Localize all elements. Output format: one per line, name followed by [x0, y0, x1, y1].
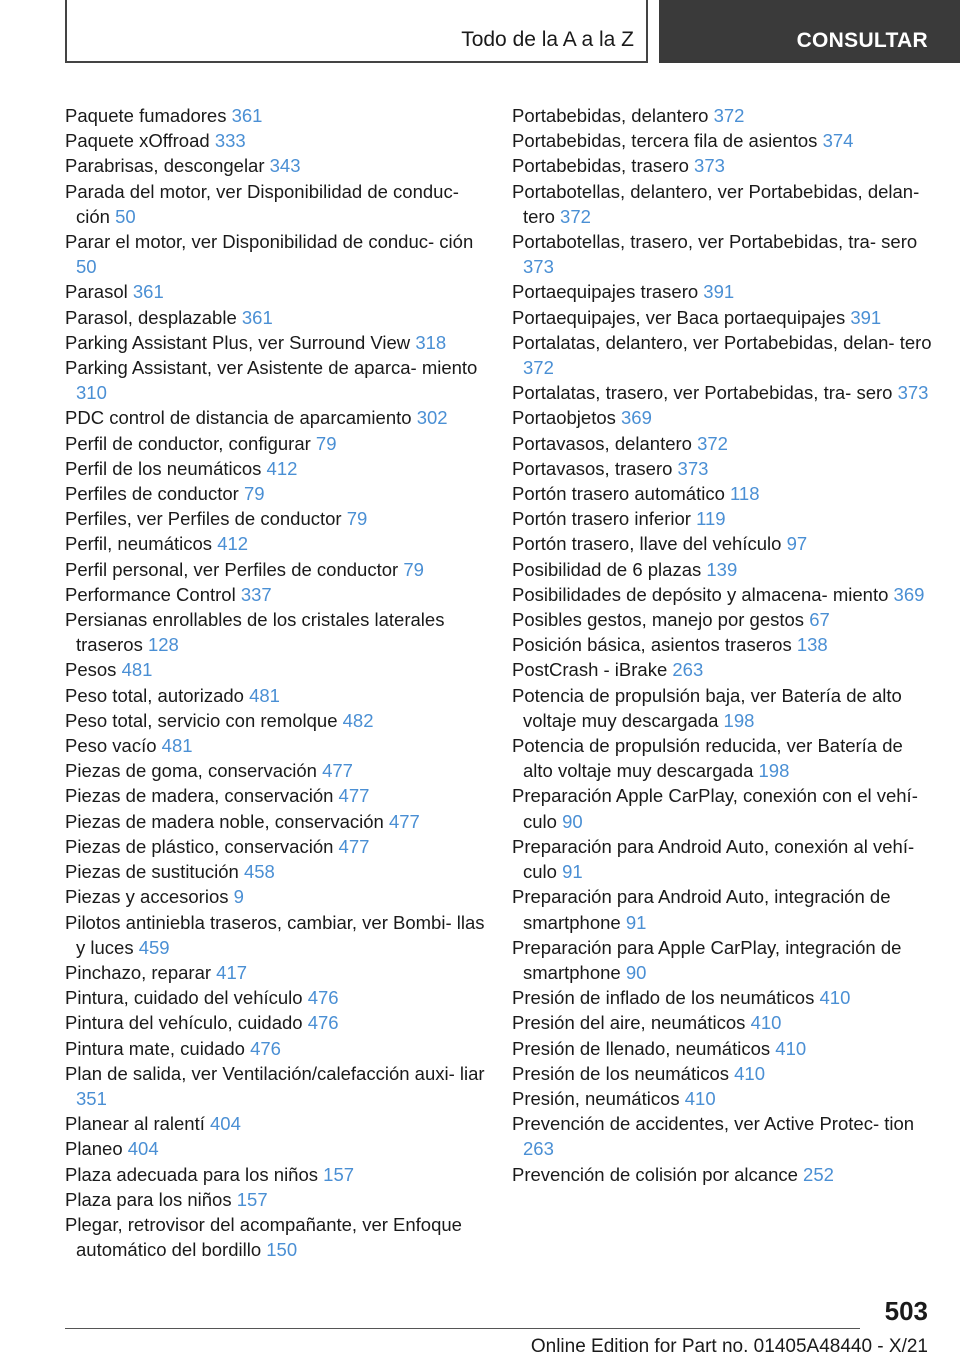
index-entry-text: Parar el motor, ver Disponibilidad de conduc‐ ción: [65, 231, 474, 253]
footer-edition: Online Edition for Part no. 01405A48440 - X/21: [530, 1336, 928, 1357]
index-entry-page-link[interactable]: 481: [249, 684, 280, 706]
index-entry: [65, 1061, 485, 1111]
index-entry-text: Plegar, retrovisor del acompañante, ver Enfoque automático del bordillo: [65, 1213, 462, 1261]
index-entry-text: Posibles gestos, manejo por gestos: [512, 609, 805, 631]
index-entry-text: Potencia de propulsión reducida, ver Batería de alto voltaje muy descargada: [512, 735, 903, 782]
index-entry-text: Piezas de plástico, conservación: [65, 835, 334, 857]
index-entry-text: Persianas enrollables de los cristales laterales traseros: [65, 609, 445, 656]
index-entry-text: Portabotellas, delantero, ver Portabebidas, delan‐ tero: [512, 180, 920, 227]
index-entry-page-link[interactable]: 404: [210, 1113, 241, 1135]
index-entry: [65, 960, 485, 985]
index-entry-text: Performance Control: [65, 583, 236, 605]
index-entry: [65, 657, 485, 682]
index-entry-text: Perfiles, ver Perfiles de conductor: [65, 508, 342, 530]
index-entry: [512, 733, 932, 783]
index-entry-text: Perfil de los neumáticos: [65, 457, 262, 479]
index-entry-text: Preparación Apple CarPlay, conexión con el vehí‐ culo: [512, 785, 918, 832]
index-entry-page-link[interactable]: 410: [775, 1037, 807, 1059]
index-entry-page-link[interactable]: 361: [241, 306, 273, 328]
index-entry: [65, 884, 485, 909]
index-entry: [512, 531, 932, 556]
index-entry: [65, 1187, 485, 1212]
index-entry: [512, 128, 932, 153]
index-entry-page-link[interactable]: 369: [893, 583, 925, 605]
index-entry-text: Portalatas, delantero, ver Portabebidas, delan‐ tero: [512, 331, 932, 353]
index-entry-text: Piezas y accesorios: [65, 886, 229, 908]
index-entry: [65, 355, 485, 405]
index-entry-text: Parabrisas, descongelar: [65, 155, 265, 177]
index-entry-text: Prevención de colisión por alcance: [512, 1163, 798, 1185]
index-entry-page-link[interactable]: 9: [233, 886, 244, 908]
index-entry: [65, 859, 485, 884]
index-entry-page-link[interactable]: 410: [734, 1062, 765, 1084]
index-entry: [65, 1212, 485, 1262]
index-entry: [512, 103, 932, 128]
index-entry-page-link[interactable]: 481: [121, 659, 153, 681]
index-entry-page-link[interactable]: 372: [713, 105, 745, 126]
index-entry: [65, 531, 485, 556]
index-entry-page-link[interactable]: 90: [625, 961, 647, 983]
index-entry: [65, 305, 485, 330]
index-entry-page-link[interactable]: 333: [214, 130, 246, 152]
index-entry-text: Presión de los neumáticos: [512, 1062, 729, 1084]
index-entry-text: Portón trasero, llave del vehículo: [512, 533, 782, 555]
index-entry-text: Portabebidas, trasero: [512, 155, 689, 177]
index-entry-text: Presión, neumáticos: [512, 1087, 680, 1109]
index-entry-page-link[interactable]: 79: [346, 508, 368, 530]
index-entry-page-link[interactable]: 459: [138, 936, 170, 958]
index-entry: [65, 330, 485, 355]
index-entry-text: Planeo: [65, 1138, 123, 1160]
index-entry-text: Peso total, servicio con remolque: [65, 709, 338, 731]
index-entry: [512, 985, 932, 1010]
index-entry: [65, 733, 485, 758]
index-entry: [65, 1162, 485, 1187]
index-entry-page-link[interactable]: 150: [266, 1239, 298, 1261]
index-entry-text: Posición básica, asientos traseros: [512, 634, 792, 656]
index-entry-text: Pilotos antiniebla traseros, cambiar, ver Bombi‐ llas y luces: [65, 911, 485, 958]
index-entry-text: PDC control de distancia de aparcamiento: [65, 407, 412, 429]
index-entry: [65, 783, 485, 808]
index-entry: [65, 506, 485, 531]
index-entry-page-link[interactable]: 139: [706, 558, 738, 580]
index-entry-page-link[interactable]: 97: [786, 533, 808, 555]
index-entry: [512, 405, 932, 430]
index-entry: [65, 481, 485, 506]
index-entry: [65, 431, 485, 456]
index-entry: [512, 481, 932, 506]
index-entry: [512, 1086, 932, 1111]
index-entry: [512, 330, 932, 380]
index-entry-page-link[interactable]: 302: [416, 407, 448, 429]
index-entry-page-link[interactable]: 343: [269, 155, 301, 177]
index-entry-text: Posibilidad de 6 plazas: [512, 558, 702, 580]
index-entry: [65, 708, 485, 733]
index-entry: [512, 1111, 932, 1161]
index-entry: [65, 128, 485, 153]
index-entry: [65, 1111, 485, 1136]
index-entry-text: Preparación para Android Auto, conexión al vehí‐ culo: [512, 835, 915, 883]
index-entry: [512, 380, 932, 405]
index-entry-page-link[interactable]: 310: [76, 382, 107, 404]
index-entry-text: Portabebidas, tercera fila de asientos: [512, 130, 818, 152]
index-entry-text: Presión de inflado de los neumáticos: [512, 987, 815, 1009]
index-entry-page-link[interactable]: 477: [338, 785, 370, 807]
index-entry: [512, 1061, 932, 1086]
index-entry-text: Pintura, cuidado del vehículo: [65, 987, 303, 1009]
index-entry: [65, 229, 485, 279]
index-entry-page-link[interactable]: 391: [703, 281, 735, 303]
index-entry: [512, 279, 932, 304]
index-entry: [512, 456, 932, 481]
index-entry-page-link[interactable]: 198: [723, 709, 755, 731]
index-entry-page-link[interactable]: 373: [897, 382, 929, 404]
index-entry-page-link[interactable]: 412: [217, 533, 249, 555]
index-entry-text: Pintura del vehículo, cuidado: [65, 1012, 303, 1034]
index-entry: [512, 557, 932, 582]
index-entry: [512, 632, 932, 657]
index-entry-page-link[interactable]: 361: [132, 281, 164, 303]
index-entry: [512, 834, 932, 884]
index-entry-page-link[interactable]: 391: [850, 306, 882, 328]
index-entry-text: Presión de llenado, neumáticos: [512, 1037, 771, 1059]
index-entry: [512, 783, 932, 833]
index-entry-text: Portaequipajes trasero: [512, 281, 699, 303]
index-entry-page-link[interactable]: 361: [231, 105, 263, 126]
index-entry-page-link[interactable]: 372: [697, 432, 728, 454]
index-entry-page-link[interactable]: 373: [523, 256, 554, 278]
index-entry-page-link[interactable]: 67: [809, 609, 830, 631]
index-entry: [512, 506, 932, 531]
index-entry-text: Pintura mate, cuidado: [65, 1037, 245, 1059]
index-entry-text: Planear al ralentí: [65, 1113, 205, 1135]
index-entry-page-link[interactable]: 372: [523, 357, 554, 379]
index-entry: [512, 305, 932, 330]
index-entry-text: Plan de salida, ver Ventilación/calefacción auxi‐ liar: [65, 1062, 485, 1084]
index-entry-page-link[interactable]: 477: [322, 760, 353, 782]
index-entry: [512, 935, 932, 985]
index-entry: [65, 683, 485, 708]
index-entry-text: PostCrash - iBrake: [512, 659, 668, 681]
index-entry-text: Piezas de madera, conservación: [65, 785, 334, 807]
index-entry-page-link[interactable]: 198: [758, 760, 790, 782]
index-entry-page-link[interactable]: 410: [684, 1087, 716, 1109]
index-entry-text: Piezas de goma, conservación: [65, 760, 317, 782]
section-header: [659, 0, 960, 63]
index-entry-text: Paquete xOffroad: [65, 130, 210, 152]
index-entry-page-link[interactable]: 481: [161, 735, 193, 757]
index-entry-text: Parking Assistant, ver Asistente de aparca‐ miento: [65, 357, 478, 379]
index-entry: [65, 910, 485, 960]
index-entry-text: Portón trasero automático: [512, 483, 725, 505]
index-entry-text: Perfil, neumáticos: [65, 533, 213, 555]
index-entry-page-link[interactable]: 90: [562, 810, 583, 832]
index-entry-text: Portaobjetos: [512, 407, 616, 429]
index-entry: [65, 985, 485, 1010]
index-entry-page-link[interactable]: 351: [76, 1087, 107, 1109]
index-entry-page-link[interactable]: 79: [315, 432, 337, 454]
index-entry-text: Piezas de madera noble, conservación: [65, 810, 384, 832]
index-entry-text: Potencia de propulsión baja, ver Batería de alto voltaje muy descargada: [512, 684, 902, 731]
index-entry-text: Paquete fumadores: [65, 105, 227, 126]
index-entry-page-link[interactable]: 477: [388, 810, 420, 832]
index-entry: [512, 607, 932, 632]
index-entry-page-link[interactable]: 373: [677, 457, 709, 479]
index-entry-page-link[interactable]: 318: [415, 331, 447, 353]
index-entry: [65, 809, 485, 834]
index-entry: [512, 153, 932, 178]
index-entry: [512, 884, 932, 934]
index-entry-page-link[interactable]: 410: [750, 1012, 782, 1034]
index-entry-text: Plaza para los niños: [65, 1188, 232, 1210]
index-entry-page-link[interactable]: 252: [803, 1163, 834, 1185]
index-entry: [65, 405, 485, 430]
index-entry-page-link[interactable]: 373: [694, 155, 725, 177]
index-entry: [512, 1162, 932, 1187]
index-entry-text: Piezas de sustitución: [65, 861, 239, 883]
index-entry: [65, 1010, 485, 1035]
index-column-right: [512, 103, 932, 1187]
index-entry-page-link[interactable]: 477: [338, 835, 370, 857]
index-entry-page-link[interactable]: 372: [560, 205, 591, 227]
page-number: 503: [884, 1296, 928, 1326]
index-entry-text: Presión del aire, neumáticos: [512, 1012, 746, 1034]
index-entry-page-link[interactable]: 157: [236, 1188, 268, 1210]
index-entry-page-link[interactable]: 458: [243, 861, 275, 883]
index-entry-page-link[interactable]: 374: [822, 130, 854, 152]
index-entry: [65, 607, 485, 657]
index-entry-page-link[interactable]: 417: [216, 961, 248, 983]
index-entry: [512, 431, 932, 456]
index-entry-page-link[interactable]: 263: [672, 659, 704, 681]
index-entry: [65, 456, 485, 481]
index-entry-page-link[interactable]: 128: [147, 634, 179, 656]
index-entry-page-link[interactable]: 91: [625, 911, 647, 933]
index-entry-page-link[interactable]: 157: [323, 1163, 355, 1185]
index-entry: [65, 834, 485, 859]
index-entry-page-link[interactable]: 404: [127, 1138, 159, 1160]
index-entry-page-link[interactable]: 476: [307, 987, 339, 1009]
index-entry-page-link[interactable]: 91: [562, 861, 583, 883]
index-entry-page-link[interactable]: 263: [523, 1138, 554, 1160]
index-entry-page-link[interactable]: 50: [115, 205, 136, 227]
index-entry: [65, 758, 485, 783]
index-entry-text: Portalatas, trasero, ver Portabebidas, tra‐ sero: [512, 382, 893, 404]
index-entry-text: Parasol, desplazable: [65, 306, 237, 328]
index-entry: [65, 179, 485, 229]
footer-divider: [65, 1328, 860, 1329]
section-tab-label: Todo de la A a la Z: [461, 28, 634, 51]
section-title: CONSULTAR: [796, 29, 928, 52]
index-entry-text: Prevención de accidentes, ver Active Protec‐ tion: [512, 1113, 915, 1135]
index-entry-text: Pesos: [65, 659, 117, 681]
index-entry-text: Parking Assistant Plus, ver Surround View: [65, 331, 411, 353]
index-entry-text: Portavasos, delantero: [512, 432, 692, 454]
index-entry-text: Pinchazo, reparar: [65, 961, 212, 983]
index-entry: [512, 229, 932, 279]
index-column-left: [65, 103, 485, 1262]
index-entry: [512, 1036, 932, 1061]
index-entry-text: Perfil de conductor, configurar: [65, 432, 311, 454]
index-entry-text: Perfiles de conductor: [65, 483, 239, 505]
index-entry-text: Peso total, autorizado: [65, 684, 244, 706]
index-entry-page-link[interactable]: 138: [796, 634, 828, 656]
index-entry: [512, 1010, 932, 1035]
index-entry-text: Preparación para Android Auto, integración de smartphone: [512, 886, 891, 933]
index-entry-text: Portabebidas, delantero: [512, 105, 709, 126]
index-entry-page-link[interactable]: 79: [403, 558, 424, 580]
index-entry-text: Portavasos, trasero: [512, 457, 673, 479]
index-entry-text: Perfil personal, ver Perfiles de conductor: [65, 558, 399, 580]
index-entry-page-link[interactable]: 118: [730, 483, 760, 505]
index-entry-page-link[interactable]: 369: [621, 407, 652, 429]
index-entry-text: Portaequipajes, ver Baca portaequipajes: [512, 306, 846, 328]
index-entry: [512, 582, 932, 607]
section-tab: [65, 0, 648, 63]
index-entry-page-link[interactable]: 412: [266, 457, 298, 479]
index-entry: [65, 582, 485, 607]
index-entry-text: Plaza adecuada para los niños: [65, 1163, 319, 1185]
index-entry-text: Portabotellas, trasero, ver Portabebidas, tra‐ sero: [512, 231, 918, 253]
index-entry: [512, 683, 932, 733]
index-entry: [65, 103, 485, 128]
index-entry-text: Preparación para Apple CarPlay, integración de smartphone: [512, 936, 902, 983]
index-entry: [65, 279, 485, 304]
index-entry-page-link[interactable]: 119: [696, 508, 726, 530]
index-entry-page-link[interactable]: 50: [76, 256, 97, 278]
index-entry-text: Parasol: [65, 281, 128, 303]
index-entry-text: Portón trasero inferior: [512, 508, 691, 530]
index-entry: [65, 153, 485, 178]
index-entry-page-link[interactable]: 482: [342, 709, 374, 731]
index-entry-page-link[interactable]: 337: [240, 583, 272, 605]
index-entry: [512, 179, 932, 229]
index-entry-text: Parada del motor, ver Disponibilidad de conduc‐ ción: [65, 180, 459, 227]
index-entry: [65, 1036, 485, 1061]
index-entry-text: Peso vacío: [65, 735, 157, 757]
index-entry-page-link[interactable]: 476: [250, 1037, 281, 1059]
index-entry-text: Posibilidades de depósito y almacena‐ miento: [512, 583, 889, 605]
index-entry-page-link[interactable]: 410: [819, 987, 851, 1009]
index-entry: [512, 657, 932, 682]
index-entry: [65, 1136, 485, 1161]
index-entry-page-link[interactable]: 79: [243, 483, 265, 505]
index-entry-page-link[interactable]: 476: [307, 1012, 339, 1034]
index-entry: [65, 557, 485, 582]
